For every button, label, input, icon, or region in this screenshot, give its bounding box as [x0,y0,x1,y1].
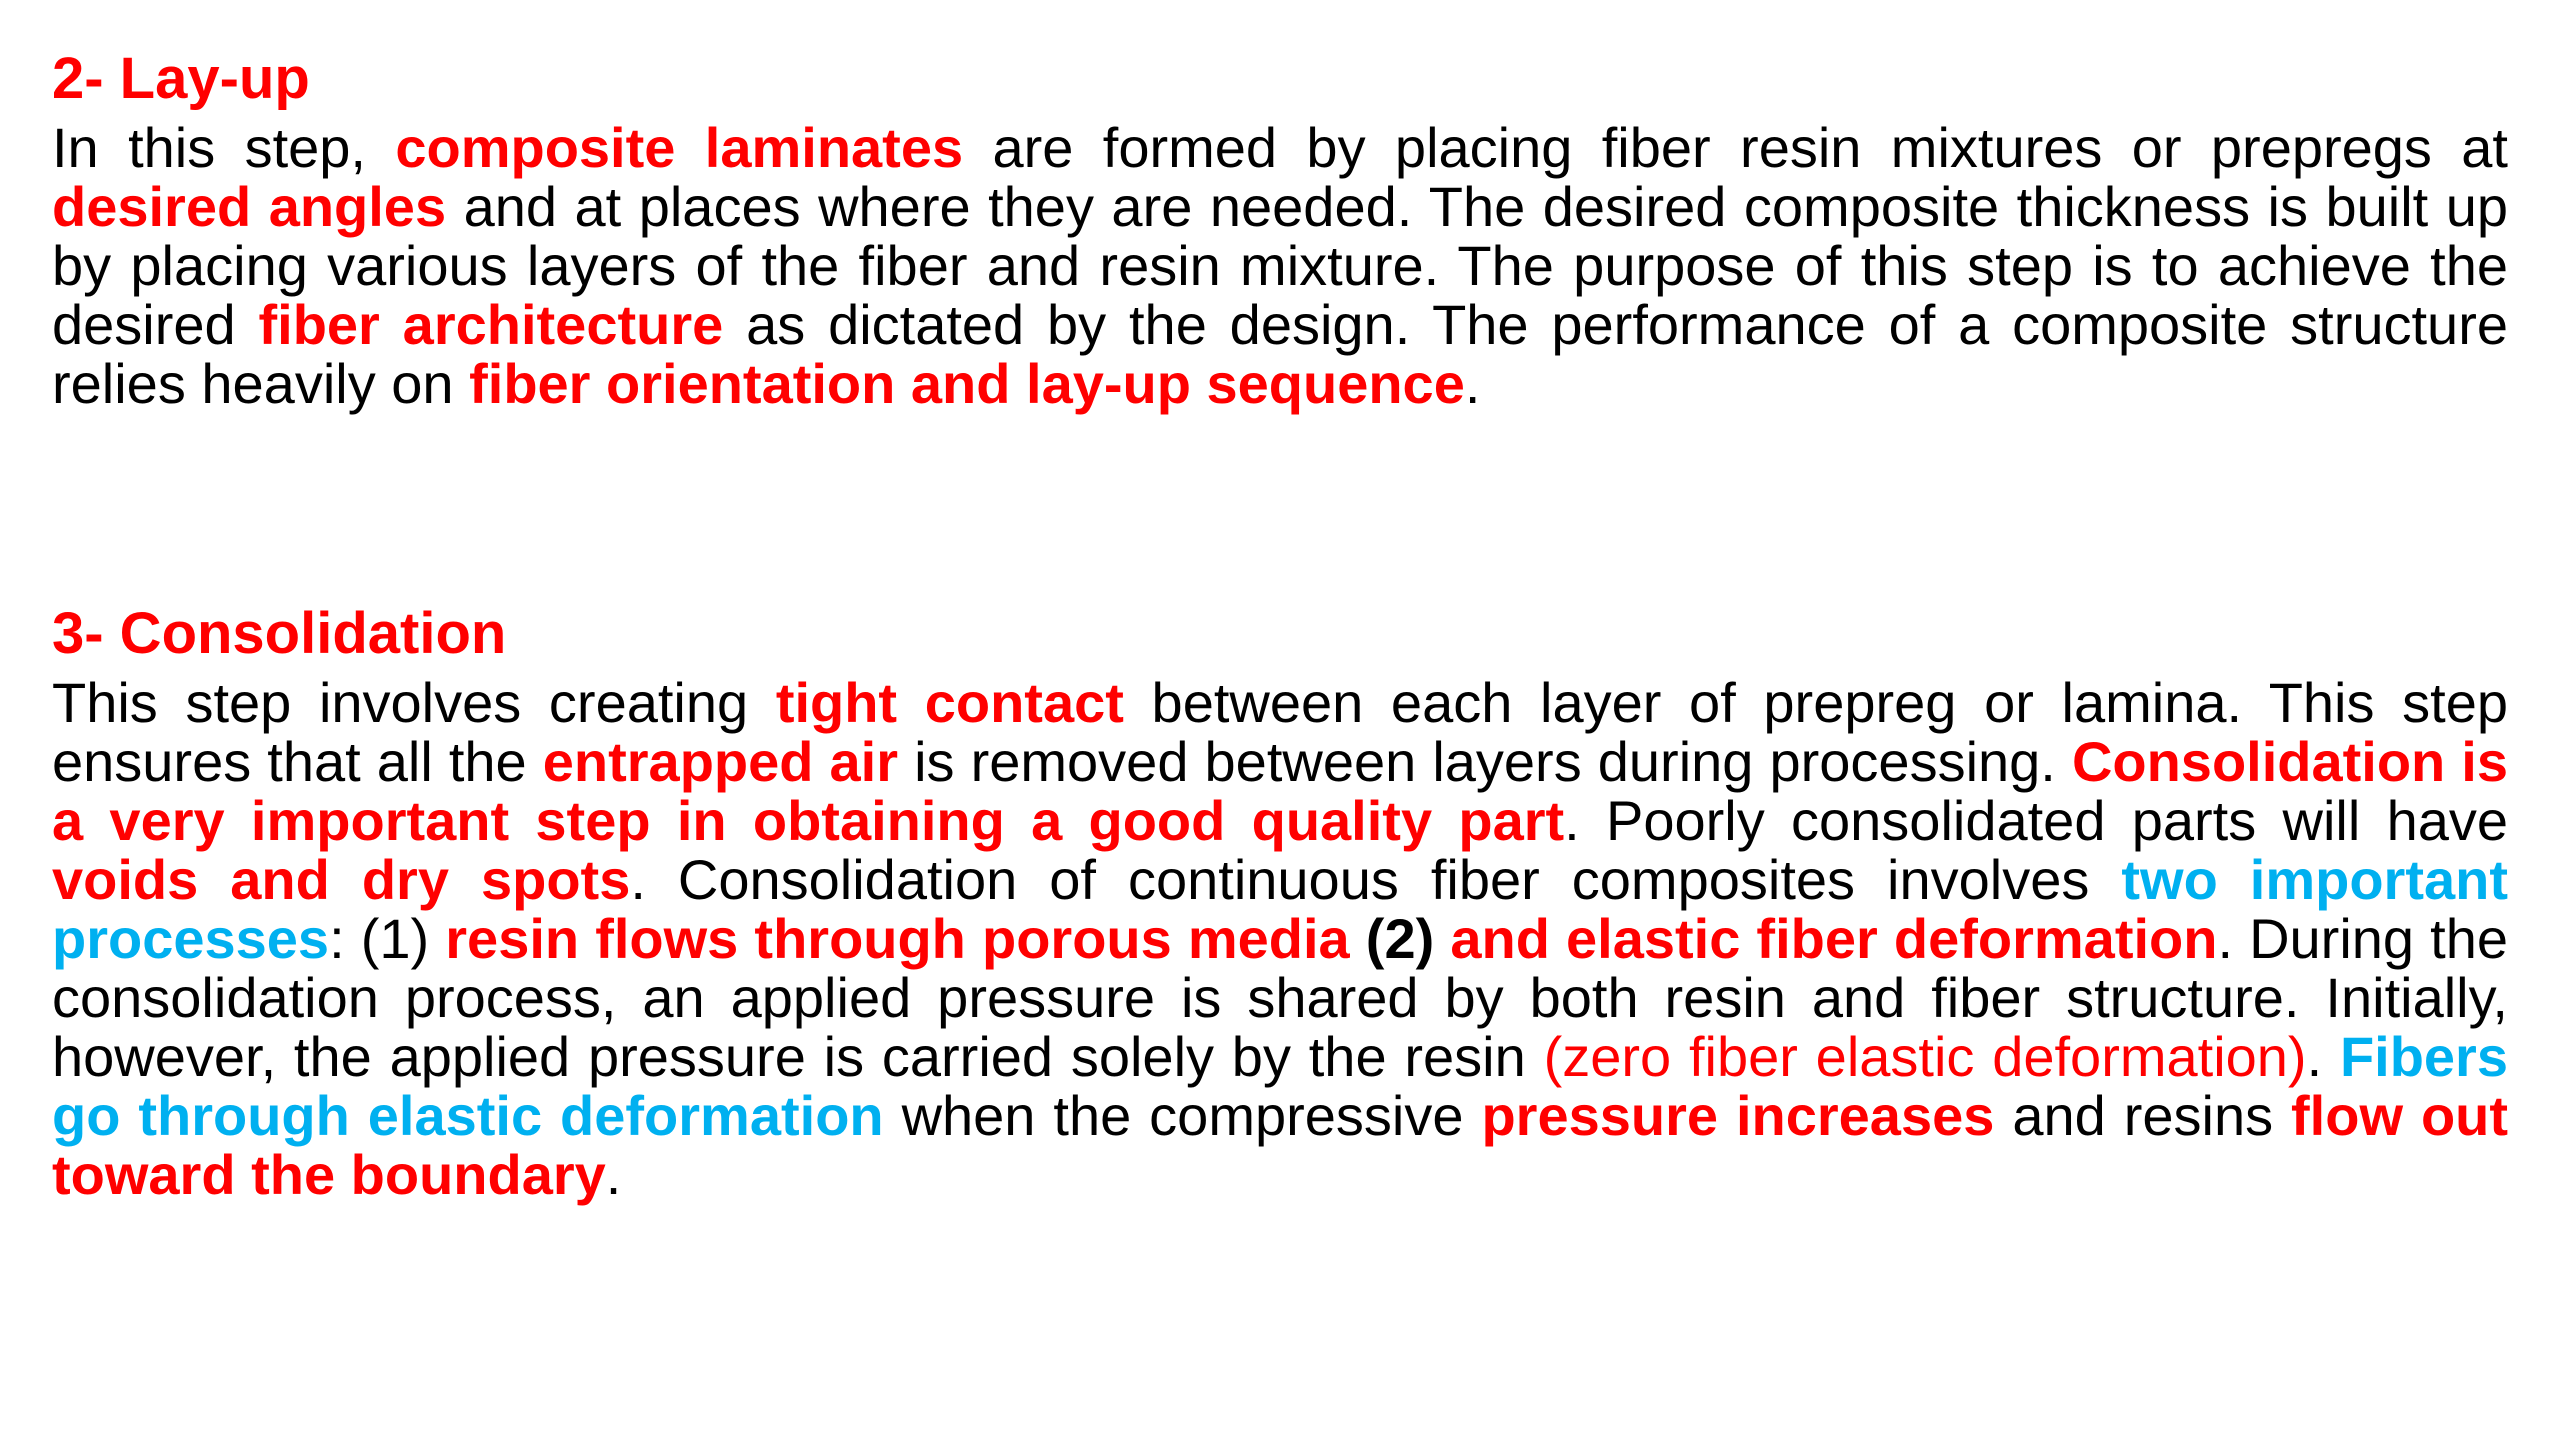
text-run: . [2306,1025,2340,1088]
highlight-entrapped-air: entrapped air [542,730,899,793]
heading-lay-up: 2- Lay-up [52,46,310,111]
highlight-two-important-processes: two important processes [52,848,2508,970]
paragraph-consolidation [52,673,2508,1204]
slide-content [52,40,2509,1206]
text-run: is removed between layers during processing. [898,730,2072,793]
highlight-zero-fiber-elastic: (zero fiber elastic deformation) [1543,1025,2307,1088]
text-run: as dictated by the design. The performance of a composite structure relies heavily on [52,293,2508,415]
text-run: . Poorly consolidated parts will have [1564,789,2508,852]
highlight-desired-angles: desired angles [52,175,447,238]
section-consolidation [52,595,2508,1204]
highlight-fibers-elastic-deformation: Fibers go through elastic deformation [52,1025,2508,1147]
text-run: and resins [1994,1084,2292,1147]
highlight-pressure-increases: pressure increases [1481,1084,1995,1147]
text-run: . [605,1143,622,1206]
text-run: This step involves creating [52,671,776,734]
text-run: and at places where they are needed. The desired composite thickness is built up by placing various layers of the fiber and resin mixture. The purpose of this step is to achieve the desired [52,175,2509,356]
item-number-2: (2) [1349,907,1435,970]
text-run: when the compressive [883,1084,1482,1147]
text-run: . [1464,352,1481,415]
highlight-voids-dry-spots: voids and dry spots [52,848,631,911]
text-run: between each layer of prepreg or lamina. This step ensures that all the [52,671,2508,793]
highlight-flow-out-boundary: flow out toward the boundary [52,1084,2509,1206]
highlight-resin-flows: resin flows through porous media [445,907,1350,970]
highlight-tight-contact: tight contact [775,671,1124,734]
paragraph-lay-up [52,118,2508,413]
text-run: are formed by placing fiber resin mixtures or prepregs at [963,116,2508,179]
highlight-fiber-architecture: fiber architecture [258,293,724,356]
text-run: In this step, [52,116,396,179]
highlight-elastic-fiber-deformation: and elastic fiber deformation [1434,907,2218,970]
text-run: . Consolidation of continuous fiber composites involves [630,848,2122,911]
highlight-composite-laminates: composite laminates [395,116,964,179]
section-lay-up [52,40,2508,413]
highlight-fiber-orientation: fiber orientation and lay-up sequence [469,352,1465,415]
text-run: : (1) [329,907,446,970]
heading-consolidation: 3- Consolidation [52,601,507,666]
text-run: . During the consolidation process, an applied pressure is shared by both resin and fiber structure. Initially, however, the applied pressure is carried solely by the resin [52,907,2508,1088]
highlight-consolidation-important: Consolidation is a very important step in obtaining a good quality part [52,730,2508,852]
